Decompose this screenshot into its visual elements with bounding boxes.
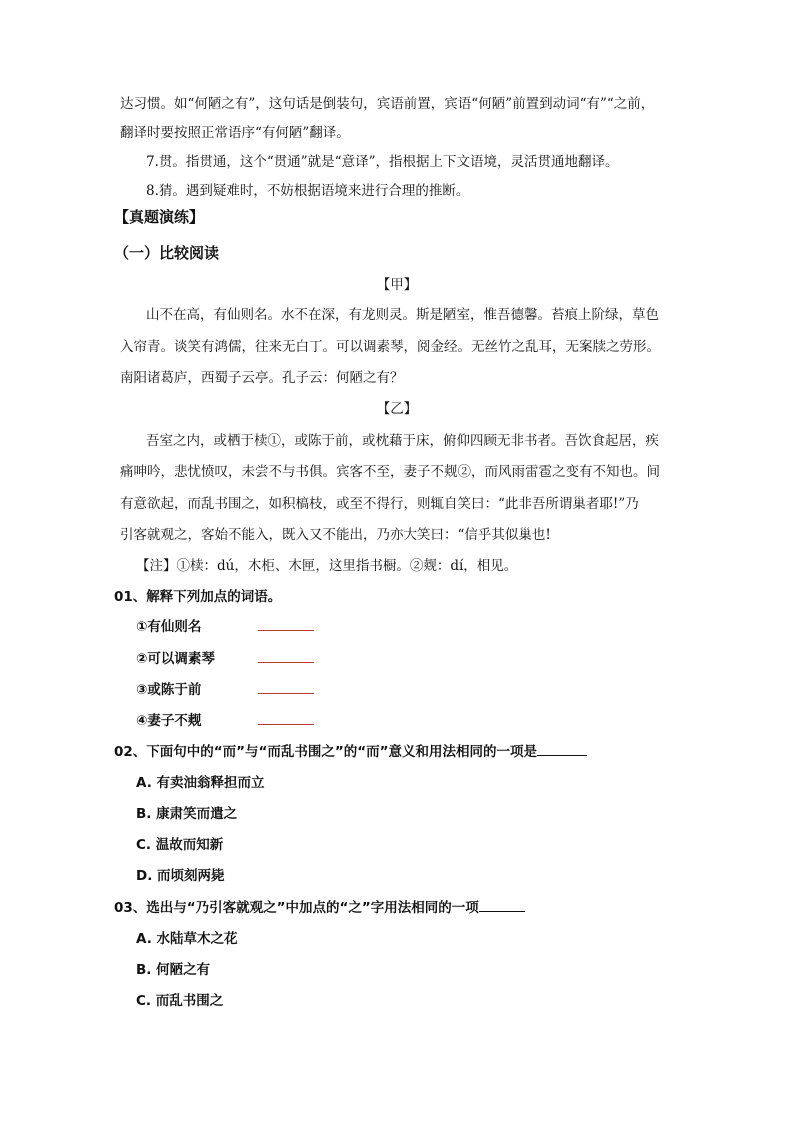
q1-item-1 (136, 618, 314, 636)
answer-blank[interactable] (258, 712, 314, 725)
passage-a-line: 山不在高，有仙则名。水不在深，有龙则灵。斯是陋室，惟吾德馨。苔痕上阶绿，草色 (146, 307, 659, 323)
intro-line-1: 达习惯。如“何陋之有”，这句话是倒装句，宾语前置，宾语“何陋”前置到动词“有”“之前， (120, 96, 655, 112)
passage-a-heading: 【甲】 (376, 277, 418, 293)
q3-option-b: B. 何陋之有 (136, 962, 211, 978)
q1-item-text: ④妻子不觌 (136, 713, 202, 729)
intro-item-7: 7.贯。指贯通，这个“贯通”就是“意译”，指根据上下文语境，灵活贯通地翻译。 (146, 154, 619, 170)
q1-item-3 (136, 681, 314, 699)
intro-line-2: 翻译时要按照正常语序“有何陋”翻译。 (120, 125, 350, 141)
passage-b-line: 有意欲起，而乱书围之，如积槁枝，或至不得行，则辄自笑曰：“此非吾所谓巢者耶!”乃 (120, 496, 639, 512)
q1-item-4 (136, 712, 314, 730)
question-3-title (114, 899, 702, 917)
passage-b-line: 吾室之内，或栖于椟①，或陈于前，或枕藉于床，俯仰四顾无非书者。吾饮食起居，疾 (146, 433, 659, 449)
question-1-title: 01、解释下列加点的词语。 (114, 589, 282, 605)
q3-option-c: C. 而乱书围之 (136, 993, 224, 1009)
passage-b-heading: 【乙】 (376, 401, 418, 417)
q1-item-2 (136, 650, 314, 668)
passage-a-line: 入帘青。谈笑有鸿儒，往来无白丁。可以调素琴，阅金经。无丝竹之乱耳，无案牍之劳形。 (120, 339, 660, 355)
q2-option-d: D. 而顷刻两毙 (136, 868, 225, 884)
question-2-text: 02、下面句中的“而”与“而乱书围之”的“而”意义和用法相同的一项是 (114, 744, 538, 760)
q1-item-text: ①有仙则名 (136, 619, 202, 635)
intro-item-8: 8.猜。遇到疑难时，不妨根据语境来进行合理的推断。 (146, 183, 470, 199)
q1-item-text: ③或陈于前 (136, 682, 202, 698)
q2-option-b: B. 康肃笑而遣之 (136, 806, 238, 822)
q1-item-text: ②可以调素琴 (136, 651, 215, 667)
passage-b-line: 引客就观之，客始不能入，既入又不能出，乃亦大笑曰：“信乎其似巢也! (120, 527, 551, 543)
passage-b-line: 痛呻吟，悲忧愤叹，未尝不与书俱。宾客不至，妻子不觌②，而风雨雷雹之变有不知也。间 (120, 464, 660, 480)
section-title: 【真题演练】 (114, 208, 205, 226)
q3-option-a: A. 水陆草木之花 (136, 931, 238, 947)
question-2-title (114, 743, 702, 761)
question-3-text: 03、选出与“乃引客就观之”中加点的“之”字用法相同的一项 (114, 900, 479, 916)
answer-blank[interactable] (258, 681, 314, 694)
passage-a-line: 南阳诸葛庐，西蜀子云亭。孔子云：何陋之有？ (120, 370, 404, 386)
answer-blank[interactable] (537, 743, 587, 756)
annotation-note: 【注】①椟：dú，木柜、木匣，这里指书橱。②觌：dí，相见。 (136, 558, 518, 574)
answer-blank[interactable] (479, 899, 525, 912)
q2-option-a: A. 有卖油翁释担而立 (136, 775, 265, 791)
answer-blank[interactable] (258, 618, 314, 631)
subsection-title: （一）比较阅读 (114, 244, 220, 262)
q2-option-c: C. 温故而知新 (136, 837, 224, 853)
answer-blank[interactable] (258, 650, 314, 663)
